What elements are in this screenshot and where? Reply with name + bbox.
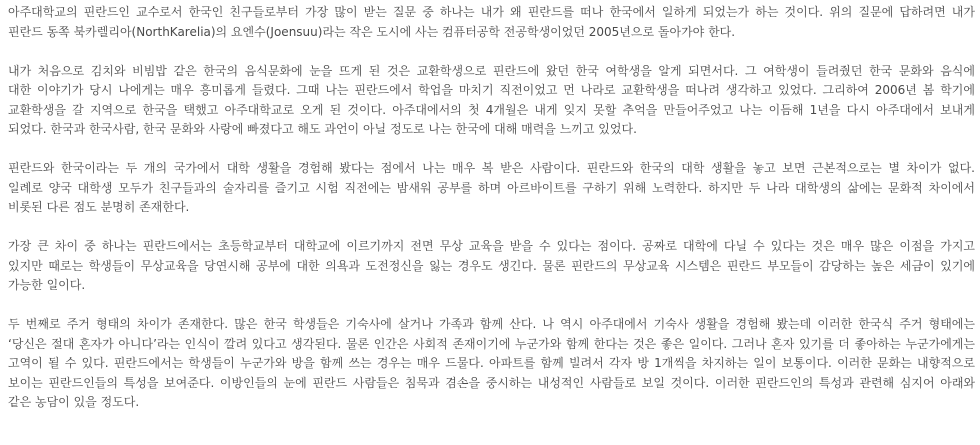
paragraph <box>8 3 975 42</box>
text-line: 되었다. 한국과 한국사람, 한국 문화와 사랑에 빠졌다고 해도 과언이 아닐 정도로 나는 한국에 대해 매력을 느끼고 있었다. <box>8 122 637 136</box>
text-line: ‘당신은 절대 혼자가 아니다’라는 인식이 깔려 있다고 생각된다. 물론 인간은 사회적 존재이기에 누군가와 함께 한다는 것은 좋은 일이다. 그러나 혼자 있기를 더 좋아하는 누군가에게는 <box>8 336 975 351</box>
paragraph <box>8 159 975 218</box>
text-line: 일례로 양국 대학생 모두가 친구들과의 술자리를 즐기고 시험 직전에는 밤새워 공부를 하며 아르바이트를 구하기 위해 노력한다. 하지만 두 나라 대학생의 삶에는 문화적 차이에서 <box>8 180 975 195</box>
document-body <box>8 3 975 413</box>
text-line: 대한 이야기가 당시 나에게는 매우 흥미롭게 들렸다. 그때 나는 핀란드에서 학업을 마치기 직전이었고 먼 나라로 교환학생을 떠나려 생각하고 있었다. 그리하여 2006년 봄 학기에 <box>8 83 975 97</box>
text-line: 고역이 될 수 있다. 핀란드에서는 학생들이 누군가와 방을 함께 쓰는 경우는 매우 드물다. 아파트를 함께 빌려서 각자 방 1개씩을 차지하는 일이 보통이다. 이러한 문화는 내향적으로 <box>8 356 975 370</box>
text-line: 비롯된 다른 점도 분명히 존재한다. <box>8 200 190 214</box>
text-line: 교환학생을 갈 지역으로 한국을 택했고 아주대학교로 오게 된 것이다. 아주대에서의 첫 4개월은 내게 잊지 못할 추억을 만들어주었고 나는 이듬해 1년을 다시 아주대에서 보내게 <box>8 102 975 117</box>
paragraph <box>8 62 975 140</box>
text-line: 핀란드 동쪽 북카렐리아(NorthKarelia)의 요엔수(Joensuu)라는 작은 도시에 사는 컴퓨터공학 전공학생이었던 2005년으로 돌아가야 한다. <box>8 24 736 39</box>
text-line: 가장 큰 차이 중 하나는 핀란드에서는 초등학교부터 대학교에 이르기까지 전면 무상 교육을 받을 수 있다는 점이다. 공짜로 대학에 다닐 수 있다는 것은 매우 많은 이점을 가지고 <box>8 239 975 253</box>
text-line: 보이는 핀란드인들의 특성을 보여준다. 이방인들의 눈에 핀란드 사람들은 침묵과 겸손을 중시하는 내성적인 사람들로 보일 것이다. 이러한 핀란드인의 특성과 관련해 심지어 아래와 <box>8 375 975 390</box>
paragraph <box>8 315 975 413</box>
text-line: 같은 농담이 있을 정도다. <box>8 395 140 409</box>
paragraph <box>8 237 975 296</box>
text-line: 아주대학교의 핀란드인 교수로서 한국인 친구들로부터 가장 많이 받는 질문 중 하나는 내가 왜 핀란드를 떠나 한국에서 일하게 되었는가 하는 것이다. 위의 질문에 답하려면 내가 <box>8 5 975 19</box>
text-line: 가능한 일이다. <box>8 278 86 292</box>
text-line: 내가 처음으로 김치와 비빔밥 같은 한국의 음식문화에 눈을 뜨게 된 것은 교환학생으로 핀란드에 왔던 한국 여학생을 알게 되면서다. 그 여학생이 들려줬던 한국 문화와 음식에 <box>8 63 975 78</box>
text-line: 두 번째로 주거 형태의 차이가 존재한다. 많은 한국 학생들은 기숙사에 살거나 가족과 함께 산다. 나 역시 아주대에서 기숙사 생활을 경험해 봤는데 이러한 한국식 주거 형태에는 <box>8 317 975 331</box>
text-line: 핀란드와 한국이라는 두 개의 국가에서 대학 생활을 경험해 봤다는 점에서 나는 매우 복 받은 사람이다. 핀란드와 한국의 대학 생활을 놓고 보면 근본적으로는 별 차이가 없다. <box>8 161 975 175</box>
text-line: 있지만 때로는 학생들이 무상교육을 당연시해 공부에 대한 의욕과 도전정신을 잃는 경우도 생긴다. 물론 핀란드의 무상교육 시스템은 핀란드 부모들이 감당하는 높은 세금이 있기에 <box>8 258 975 273</box>
